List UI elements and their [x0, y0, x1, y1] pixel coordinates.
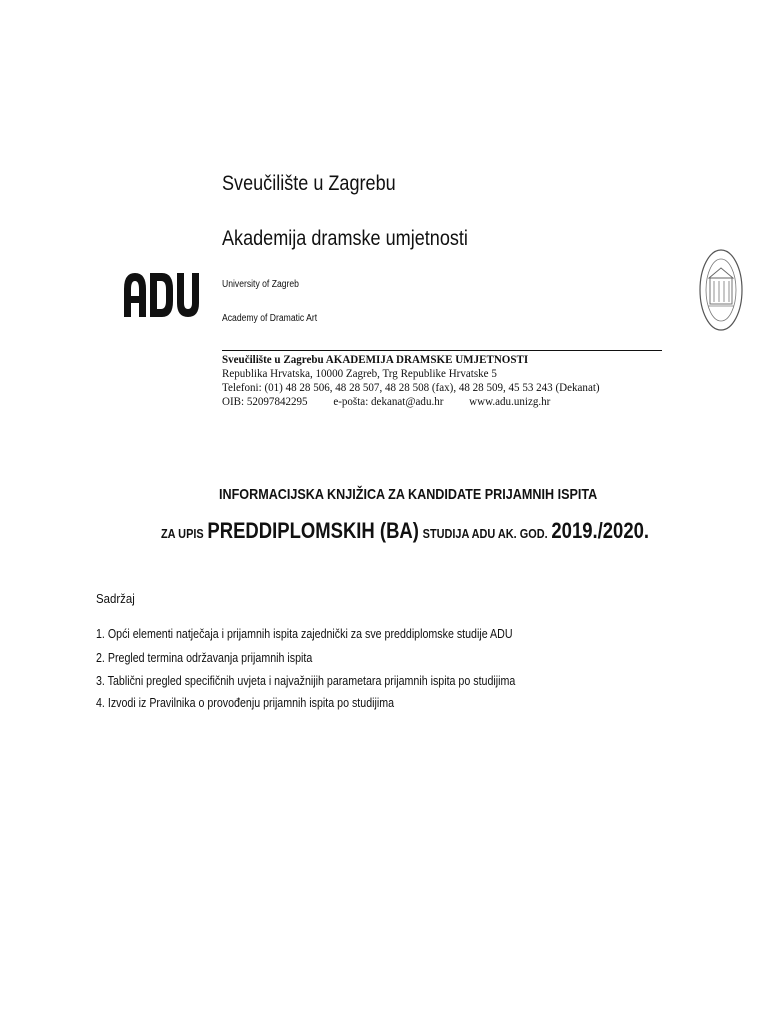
oib-number: OIB: 52097842295 — [222, 394, 308, 408]
university-seal-icon — [698, 248, 744, 332]
document-title-line2 — [161, 518, 649, 544]
contents-item: 1. Opći elementi natječaja i prijamnih ispita zajednički za sve preddiplomske studije ADU — [96, 626, 513, 641]
contents-item: 4. Izvodi iz Pravilnika o provođenju prijamnih ispita po studijima — [96, 695, 395, 710]
document-title-line1: INFORMACIJSKA KNJIŽICA ZA KANDIDATE PRIJAMNIH ISPITA — [219, 486, 598, 503]
university-name-en: University of Zagreb — [222, 279, 299, 290]
contents-item: 3. Tablični pregled specifičnih uvjeta i najvažnijih parametara prijamnih ispita po studijima — [96, 673, 516, 688]
adu-logo — [122, 271, 200, 319]
academy-name-en: Academy of Dramatic Art — [222, 313, 318, 324]
title-middle: STUDIJA ADU AK. GOD. — [422, 526, 548, 541]
university-name-hr: Sveučilište u Zagrebu — [222, 172, 396, 195]
contents-item: 2. Pregled termina održavanja prijamnih ispita — [96, 650, 313, 665]
contents-heading: Sadržaj — [96, 591, 135, 606]
website-link[interactable]: www.adu.unizg.hr — [469, 394, 551, 408]
title-year: 2019./2020. — [551, 518, 650, 543]
address-line-institution: Sveučilište u Zagrebu AKADEMIJA DRAMSKE UMJETNOSTI — [222, 352, 529, 366]
address-line-contact — [222, 395, 550, 408]
academy-name-hr: Akademija dramske umjetnosti — [222, 227, 468, 250]
address-line-phones: Telefoni: (01) 48 28 506, 48 28 507, 48 28 508 (fax), 48 28 509, 45 53 243 (Dekanat) — [222, 380, 600, 394]
address-line-street: Republika Hrvatska, 10000 Zagreb, Trg Republike Hrvatske 5 — [222, 366, 497, 380]
letterhead-divider — [222, 350, 662, 351]
title-main: PREDDIPLOMSKIH (BA) — [207, 518, 419, 543]
email-contact[interactable]: e-pošta: dekanat@adu.hr — [333, 394, 444, 408]
title-prefix: ZA UPIS — [161, 526, 204, 541]
